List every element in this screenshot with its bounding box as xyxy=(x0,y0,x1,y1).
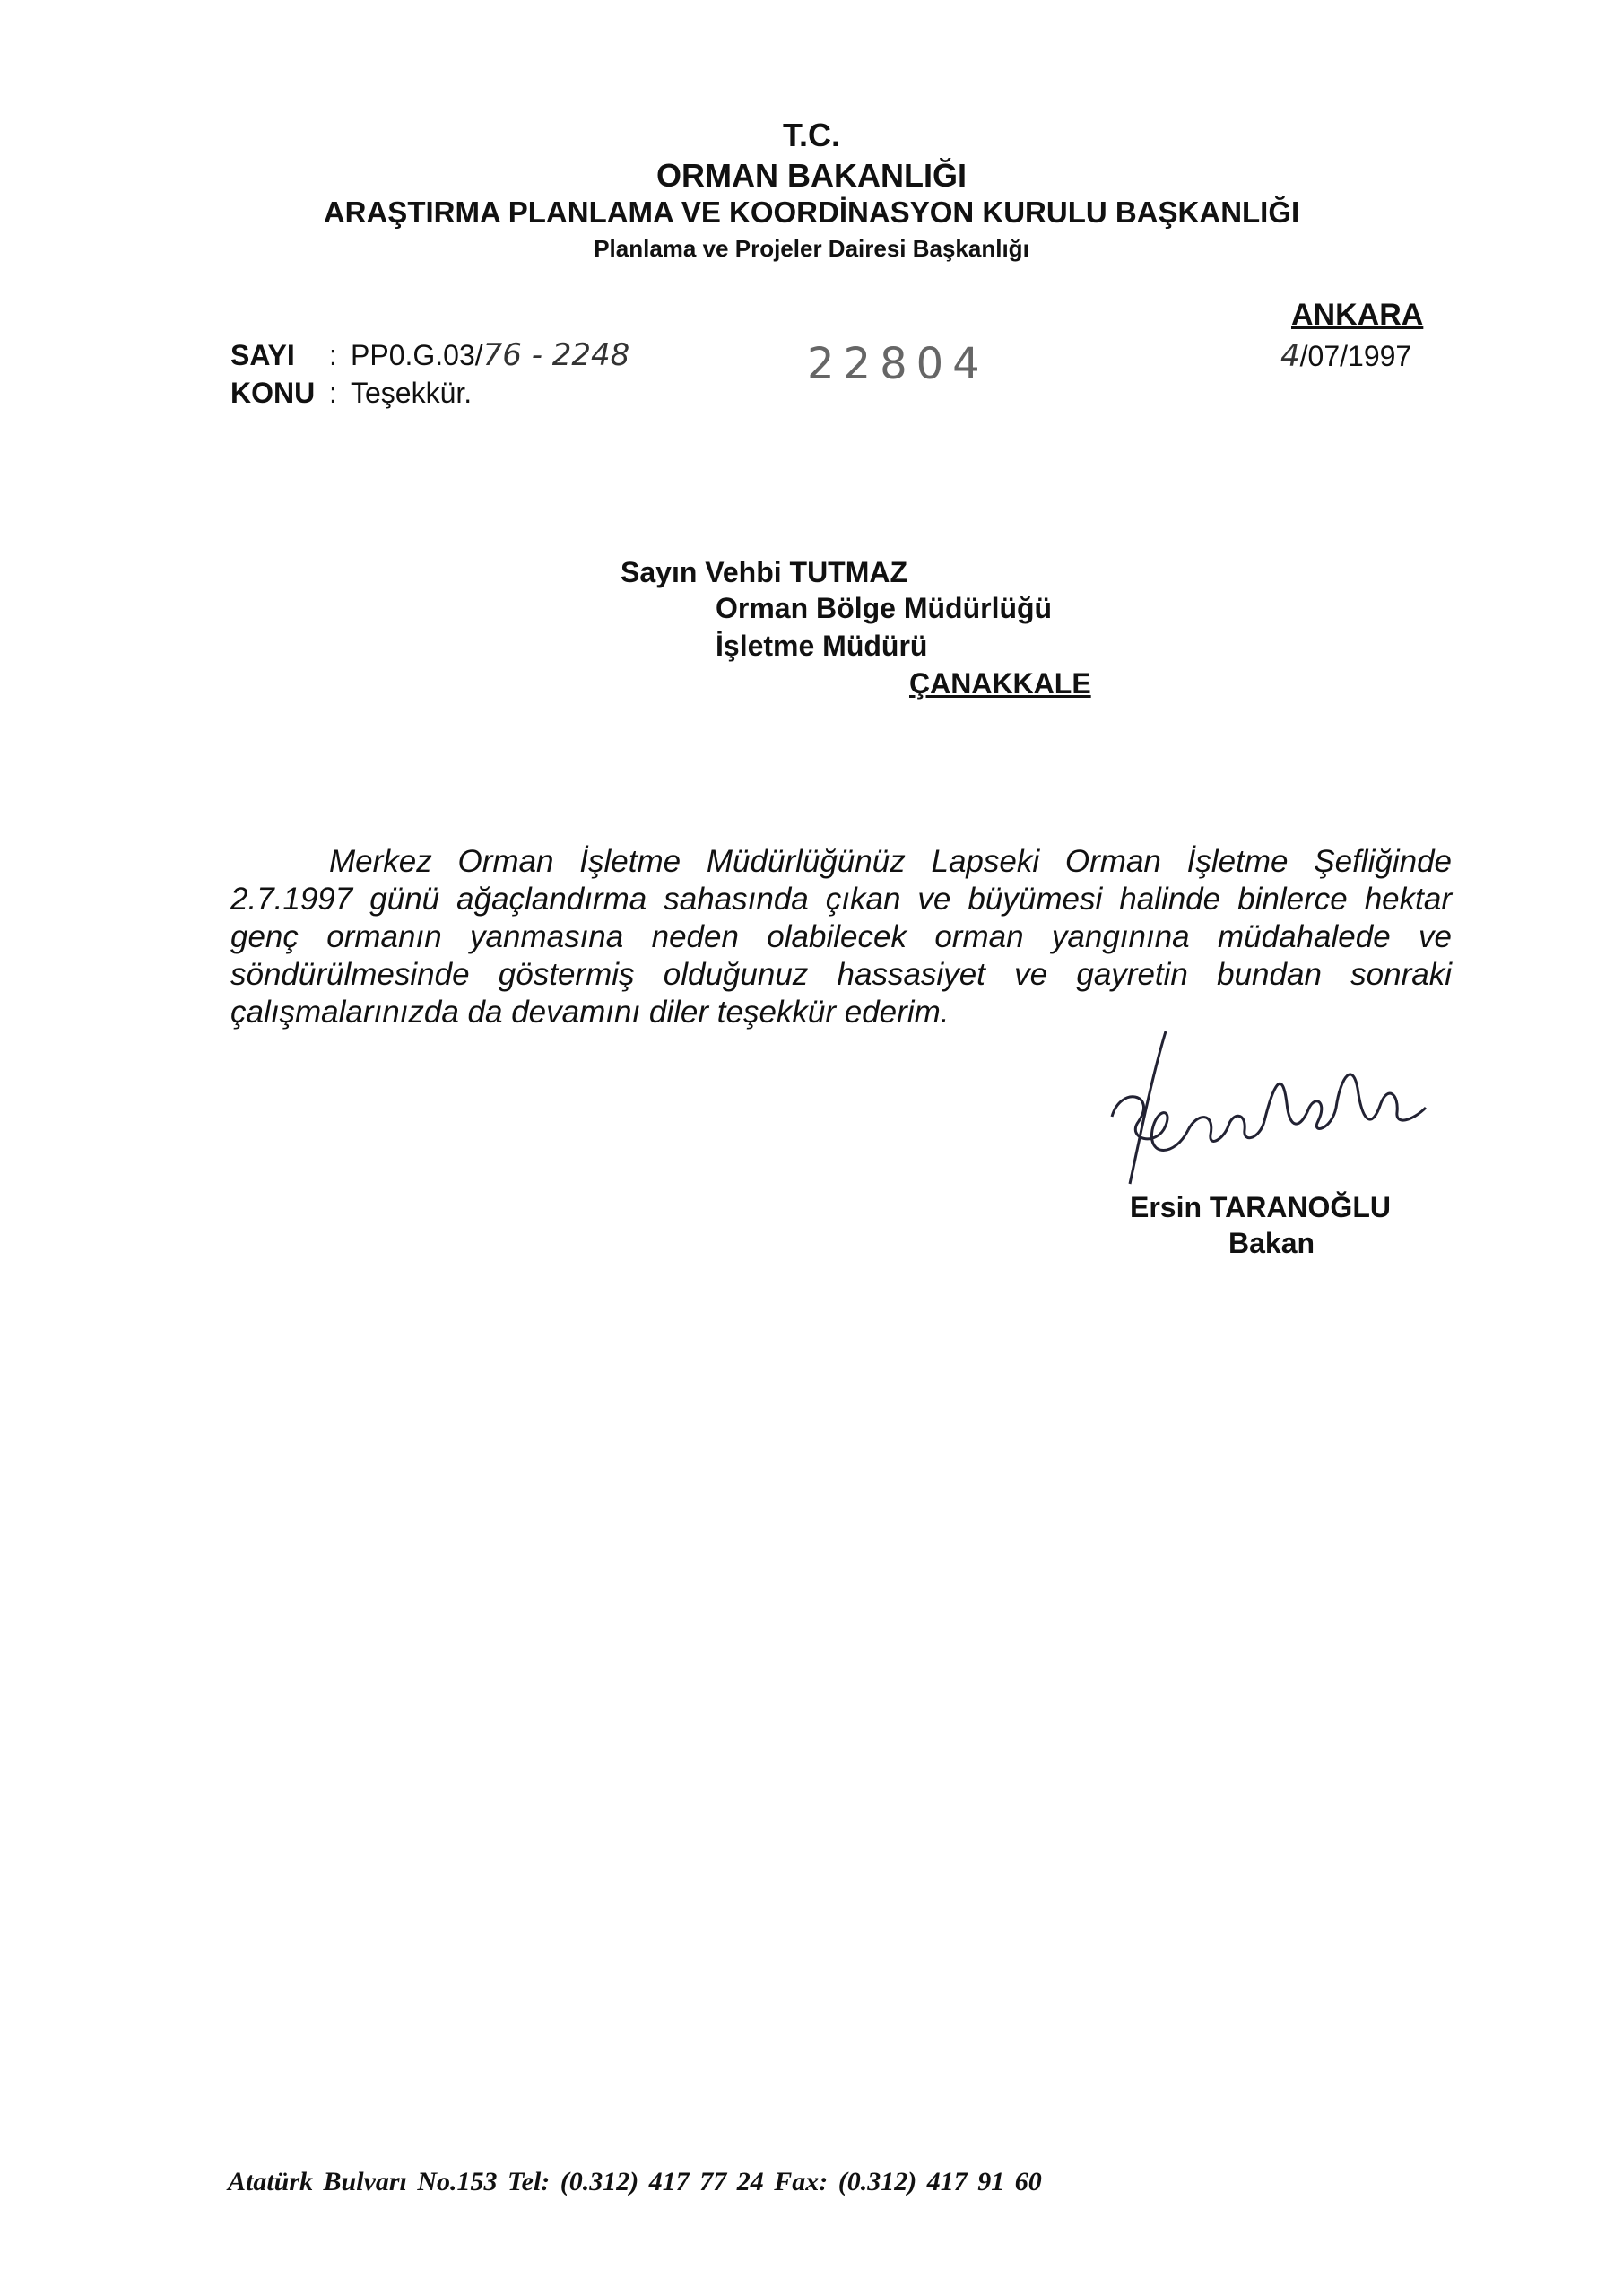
signer-name: Ersin TARANOĞLU xyxy=(1130,1191,1391,1223)
sayi-label: SAYI xyxy=(230,339,295,371)
reference-number: SAYI : PP0.G.03/76 - 2248 xyxy=(230,337,630,373)
header-department: Planlama ve Projeler Dairesi Başkanlığı xyxy=(594,235,1029,262)
date-day-handwritten: 4 xyxy=(1280,338,1300,374)
header-tc: T.C. xyxy=(782,117,840,153)
header-board: ARAŞTIRMA PLANLAMA VE KOORDİNASYON KURULU BAŞKANLIĞI xyxy=(323,196,1300,229)
konu-value: Teşekkür. xyxy=(351,377,473,409)
konu-label: KONU xyxy=(230,377,316,409)
recipient-title: İşletme Müdürü xyxy=(716,630,928,662)
handwritten-signature xyxy=(1103,1022,1462,1202)
letter-date xyxy=(1280,338,1411,374)
signer-title: Bakan xyxy=(1228,1227,1315,1259)
recipient-name: Sayın Vehbi TUTMAZ xyxy=(621,556,908,588)
subject: KONU : Teşekkür. xyxy=(230,377,473,409)
date-rest: /07/1997 xyxy=(1299,340,1412,372)
letter-body: Merkez Orman İşletme Müdürlüğünüz Lapseki Orman İşletme Şefliğinde 2.7.1997 günü ağaçlandırma sahasında çıkan ve büyümesi halinde binlerce hektar genç ormanın yanmasına neden olabilecek orman yangınına müdahalede ve söndürülmesinde göstermiş olduğunuz hassasiyet ve gayretin bundan sonraki çalışmalarınızda da devamını diler teşekkür ederim. xyxy=(230,844,1452,1030)
recipient-office: Orman Bölge Müdürlüğü xyxy=(716,592,1053,624)
recipient-city: ÇANAKKALE xyxy=(909,667,1091,700)
footer-contact: Atatürk Bulvarı No.153 Tel: (0.312) 417 77 24 Fax: (0.312) 417 91 60 xyxy=(228,2167,1042,2196)
city: ANKARA xyxy=(1291,298,1424,332)
header-ministry: ORMAN BAKANLIĞI xyxy=(656,157,967,194)
stamp-number: 22804 xyxy=(807,339,989,389)
sayi-value: PP0.G.03/ xyxy=(351,339,483,371)
sayi-handwritten: 76 - 2248 xyxy=(482,337,630,373)
